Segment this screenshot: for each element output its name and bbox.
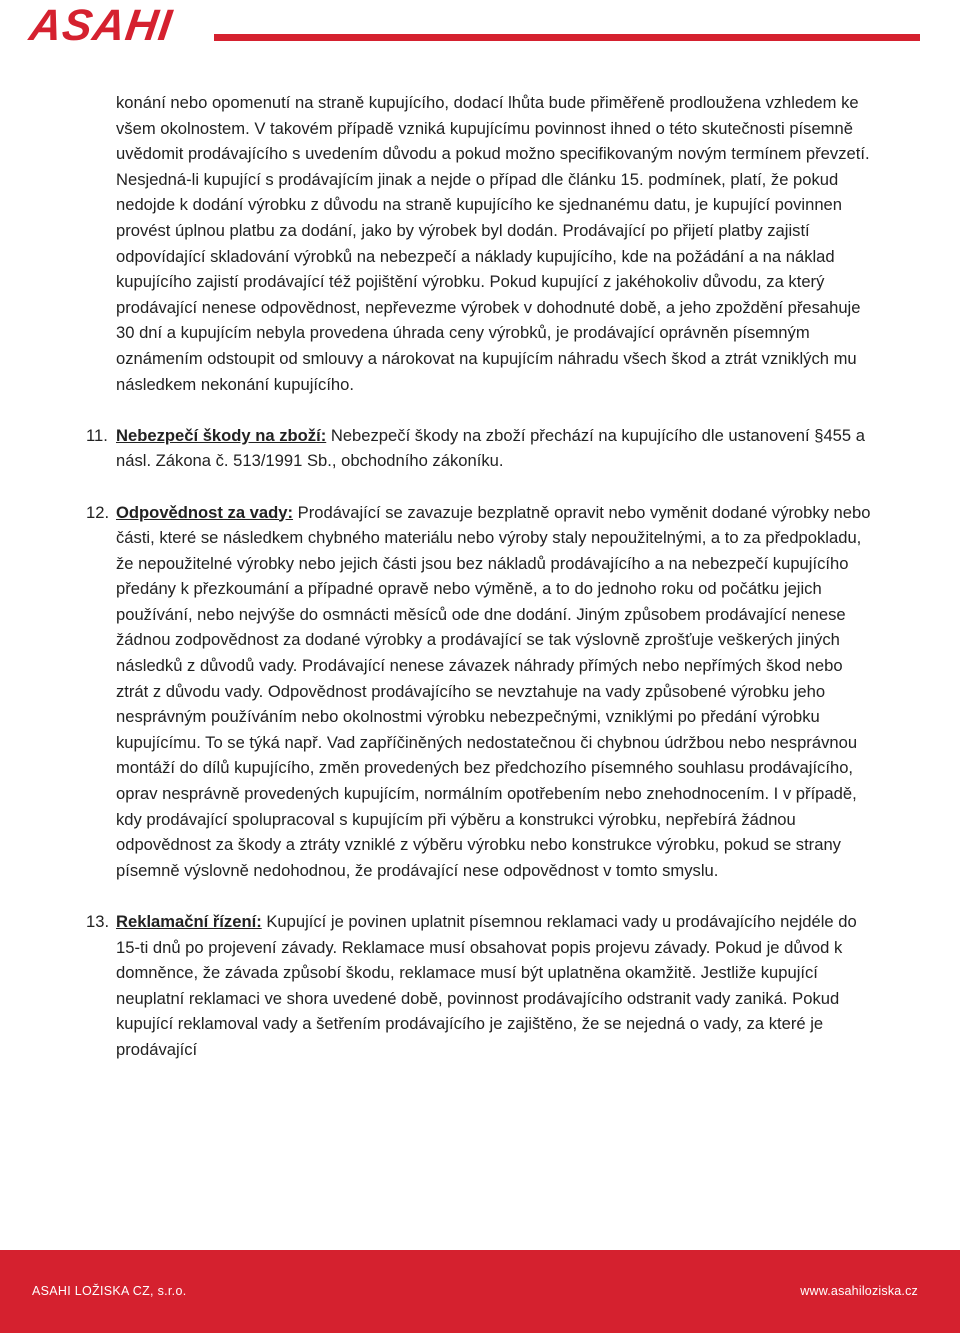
document-body (86, 90, 876, 1063)
section-number: 12. (86, 502, 110, 522)
intro-paragraph: konání nebo opomenutí na straně kupujícího, dodací lhůta bude přiměřeně prodloužena vzhledem ke všem okolnostem. V takovém případě vzniká kupujícímu povinnost ihned o této skutečnosti písemně uvědomit prodávajícího s uvedením důvodu a pokud možno specifikovaným novým termínem převzetí. Nesjedná-li kupující s prodávajícím jinak a nejde o případ dle článku 15. podmínek, platí, že pokud nedojde k dodání výrobku z důvodu na straně kupujícího ke sjednanému datu, je kupující povinnen provést úplnou platbu za dodání, jako by výrobek byl dodán. Prodávající po přijetí platby zajistí odpovídající skladování výrobků na nebezpečí a náklady kupujícího, kde na požádání a na náklad kupujícího zajistí prodávající též pojištění výrobku. Pokud kupující z jakéhokoliv důvodu, za který prodávající nenese odpovědnost, nepřevezme výrobek v dohodnuté době, a jeho zpoždění přesahuje 30 dní a kupujícím nebyla provedena úhrada ceny výrobků, je prodávající oprávněn písemným oznámením odstoupit od smlouvy a nárokovat na kupujícím náhradu všech škod a ztrát vzniklých mu následkem nekonání kupujícího. (116, 93, 870, 394)
section-title: Odpovědnost za vady: (116, 502, 294, 522)
section-title: Reklamační řízení: (116, 912, 262, 931)
section-number: 11. (86, 425, 108, 445)
section-title: Nebezpečí škody na zboží: (116, 425, 327, 445)
section-text: Kupující je povinen uplatnit písemnou reklamaci vady u prodávajícího nejdéle do 15-ti dnů po projevení závady. Reklamace musí obsahovat popis projevu závady. Pokud je důvod k domněnce, že závada způsobí škodu, reklamace musí být uplatněna okamžitě. Jestliže kupující neuplatní reklamaci ve shora uvedené době, povinnost prodávajícího odstranit vady zaniká. Pokud kupující reklamoval vady a šetřením prodávajícího je zajištěno, že se nejedná o vady, za které je prodávající (116, 912, 857, 1059)
header-divider (214, 34, 920, 41)
footer-website-link[interactable]: www.asahiloziska.cz (800, 1284, 918, 1298)
section-number: 13. (86, 912, 110, 931)
section-12 (86, 500, 876, 884)
page-footer (0, 1250, 960, 1333)
section-11 (86, 423, 876, 474)
page-header (0, 0, 960, 60)
section-13 (86, 909, 876, 1063)
section-text: Nebezpečí škody na zboží přechází na kupujícího dle ustanovení §455 a násl. Zákona č. 513/1991 Sb., obchodního zákoníku. (116, 425, 865, 471)
asahi-logo: ASAHI (26, 1, 176, 50)
section-text: Prodávající se zavazuje bezplatně opravit nebo vyměnit dodané výrobky nebo části, které se následkem chybného materiálu nebo výroby staly nepoužitelnými, a to za předpokladu, že nepoužitelné výrobky nebo jejich části jsou bez nákladů prodávajícího a na nebezpečí kupujícího předány k přezkoumání a případné opravě nebo výměně, a to do jednoho roku od počátku jejich používání, nebo nejvýše do osmnácti měsíců ode dne dodání. Jiným způsobem prodávající nenese žádnou zodpovědnost za dodané výrobky a prodávající se tak výslovně zprošťuje veškerých jiných následků z důvodů vady. Prodávající nenese závazek náhrady přímých nebo nepřímých škod nebo ztrát z důvodu vady. Odpovědnost prodávajícího se nevztahuje na vady způsobené výrobku jeho nesprávným používáním nebo okolnostmi výrobku nebezpečnými, vzniklými po předání výrobku kupujícímu. To se týká např. Vad zapříčiněných nedostatečnou či chybnou údržbou nebo nesprávnou montáží do dílů kupujícího, změn provedených bez předchozího písemného souhlasu prodávajícího, oprav nesprávně provedených kupujícím, normálním opotřebením nebo znehodnocením. I v případě, kdy prodávající spolupracoval s kupujícím při výběru a konstrukci výrobku, nepřebírá žádnou odpovědnost za škody a ztráty vzniklé z výběru výrobku nebo konstrukce výrobku, pokud se strany písemně výslovně nedohodnou, že prodávající nese odpovědnost v tomto smyslu. (116, 502, 871, 880)
footer-company: ASAHI LOŽISKA CZ, s.r.o. (32, 1284, 187, 1298)
